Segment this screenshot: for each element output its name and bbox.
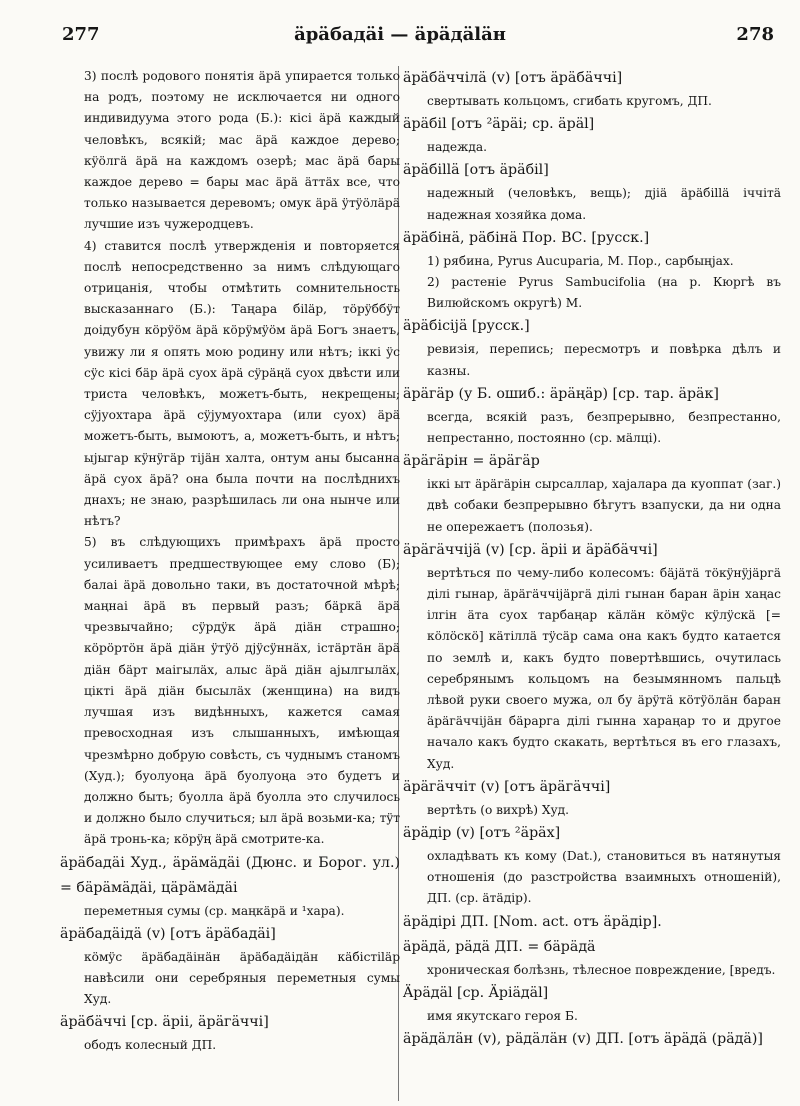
- headword-entry: äрäгäрiн = äрäгäр: [403, 453, 540, 470]
- definition: хроническая болѣзнь, тѣлесное повреждение, [вредъ.: [427, 962, 776, 977]
- sense-paragraph: 5) въ слѣдующихъ примѣрахъ äрä просто усиливаетъ предшествующее ему слово (Б); балаі äрä довольно таки, въ достаточной мѣрѣ; маңнаі äрä въ первый разъ; бäркä äрä чрезвычайно; сÿрдÿк äрä дiäн страшно; кöрöртöн äрä дiäн ÿтÿö дјÿсÿннäх, істäртäн äрä дiäн бäрт маігылäх, алыс äрä дiäн аjылгылäх, цікті äрä дiäн быcылäх (женщина) на видъ лучшая изъ видѣнныхъ, кажется самая превосходная изъ слышанныхъ, имѣющая чрезмѣрно добрую совѣсть, съ чуднымъ станомъ (Худ.); буолуоңа äрä буолуоңа это будетъ и должно быть; буолла äрä буолла это случилось и должно было случиться; ыл äрä возьми-ка; тÿт äрä тронь-ка; кöрÿң äрä смотрите-ка.: [84, 535, 400, 847]
- headword-entry: äрäдäлäн (v), рäдäлäн (v) ДП. [отъ äрäдä (рäдä)]: [403, 1031, 763, 1048]
- definition: вертѣться по чему-либо колесомъ: бäjäтä тöкÿнÿјäргä дiлi гынар, äрäгäччiјäргä дiлi гынан баран äрiн хаңас iлгiн äта суох тарбаңар кäлäн кöмÿс кÿлÿскä [= кöлöскö] кäтiллä тÿсäр сама она какъ будто катается по землѣ и, какъ будто повертѣвшись, очутилась серебрянымъ кольцомъ на безымянномъ пальцѣ лѣвой руки своего мужа, ол бу äрÿтä кöтÿöлäн баран äрäгäччiјäн бäрарга дiлi гынна хараңар то и другое начало какъ будто скакать, вертѣться въ его глазахъ, Худ.: [427, 565, 781, 771]
- definition: iккi ыт äрäгäрiн сырсаллар, хаjалара да куоппат (заг.) двѣ собаки безпрерывно бѣгутъ взапуски, да ни одна не опережаетъ (полозья).: [427, 477, 781, 534]
- running-head: äрäбадäi — äрäдäläн: [294, 24, 506, 45]
- definition: 2) растеніе Pyrus Sambucifolia (на р. Кюргѣ въ Вилюйскомъ округѣ) М.: [427, 275, 781, 311]
- headword-entry: äрäбадäi Худ., äрäмäдäi (Дюнс. и Борог. ул.) = бäрäмäдäi, цäрäмäдäi: [60, 854, 400, 896]
- headword-entry: äрäбillä [отъ äрäбil]: [403, 162, 549, 179]
- definition: вертѣть (о вихрѣ) Худ.: [427, 802, 570, 817]
- headword-entry: äрäдiрi ДП. [Nom. act. отъ äрäдiр].: [403, 913, 662, 930]
- definition: охладѣвать къ кому (Dat.), становиться въ натянутыя отношенія (до разстройства взаимныхъ отношеній), ДП. (ср. äтäдiр).: [427, 849, 781, 906]
- headword-entry: äрäгäччiт (v) [отъ äрäгäччi]: [403, 778, 611, 795]
- headword-entry: äрäбil [отъ ²äрäi; ср. äрäl]: [403, 116, 595, 133]
- definition: ревизія, перепись; пересмотръ и повѣрка дѣлъ и казны.: [427, 342, 781, 378]
- headword-entry: äрäгäр (у Б. ошиб.: äрäңäр) [ср. тар. äрäк]: [403, 385, 719, 402]
- definition: кöмÿс äрäбадäiнäн äрäбадäідäн кäбiстiläр навѣсили они серебряныя переметныя сумы Худ.: [84, 949, 400, 1007]
- definition: всегда, всякій разъ, безпрерывно, безпрестанно, непрестанно, постоянно (ср. мäлцi).: [427, 409, 781, 446]
- sense-paragraph: 3) послѣ родового понятія äрä упирается только на родъ, поэтому не исключается ни одного индивидуума этого рода (Б.): кісі äрä каждый человѣкъ, всякій; мас äрä каждое дерево; кÿöлгä äрä на каждомъ озерѣ; мас äрä бары каждое дерево = бары мас äрä äттäх все, что только называется деревомъ; омук äрä ÿтÿöлäрä лучшие изъ чужеродцевъ.: [84, 69, 400, 232]
- definition: имя якутскаго героя Б.: [427, 1008, 578, 1023]
- left-column: [60, 66, 400, 1057]
- headword-entry: äрäбäччiлä (v) [отъ äрäбäччi]: [403, 70, 623, 86]
- page-number-left: 277: [62, 24, 100, 45]
- definition: свертывать кольцомъ, сгибать кругомъ, ДП.: [427, 94, 712, 108]
- definition: ободъ колесный ДП.: [84, 1038, 217, 1053]
- headword-entry: äрäдiр (v) [отъ ²äрäх]: [403, 825, 561, 842]
- definition: надежный (человѣкъ, вещь); дjiä äрäбillä iччiтä надежная хозяйка дома.: [427, 186, 781, 222]
- page-header: [0, 24, 800, 54]
- page-number-right: 278: [736, 24, 774, 45]
- headword-entry: äрäдä, рäдä ДП. = бäрäдä: [403, 938, 596, 955]
- headword-entry: Äрäдäl [ср. Äрiäдäl]: [403, 984, 549, 1001]
- headword-entry: äрäбiнä, рäбiнä Пор. ВС. [русск.]: [403, 229, 650, 246]
- sense-paragraph: 4) ставится послѣ утвержденія и повторяется послѣ непосредственно за нимъ слѣдующаго отрицанія, чтобы отмѣтить сомнительность высказаннаго (Б.): Таңара біläр, тöрÿббÿт доідубун кöрÿöм äрä кöрÿмÿöм äрä Богъ знаетъ, увижу ли я опять мою родину или нѣтъ; іккі ÿс сÿс кісі бäр äрä суох äрä сÿрäңä суох двѣсти или триста человѣкъ, можетъ-быть, некрещены; сÿјуохтара äрä сÿјумуохтара (или суох) äрä можетъ-быть, вымоютъ, а, можетъ-быть, и нѣтъ; ыјыгар кÿнÿгäр тіјäн халта, онтум аны быcанна äрä суох äрä? она была почти на послѣднихъ днахъ; не знаю, разрѣшилась ли она нынче или нѣтъ?: [84, 238, 400, 529]
- definition: надежда.: [427, 140, 487, 155]
- headword-entry: äрäбiciјä [русск.]: [403, 318, 530, 335]
- definition: 1) рябина, Pyrus Aucuparia, М. Пор., сарбыңjах.: [427, 253, 734, 268]
- headword-entry: äрäгäччiјä (v) [ср. äрii и äрäбäччi]: [403, 541, 658, 558]
- headword-entry: äрäбäччi [ср. äрii, äрäгäччi]: [60, 1014, 269, 1031]
- headword-entry: äрäбадäідä (v) [отъ äрäбадäi]: [60, 925, 276, 942]
- definition: переметныя сумы (ср. маңкäрä и ¹хара).: [84, 903, 345, 918]
- right-column: [403, 66, 781, 1052]
